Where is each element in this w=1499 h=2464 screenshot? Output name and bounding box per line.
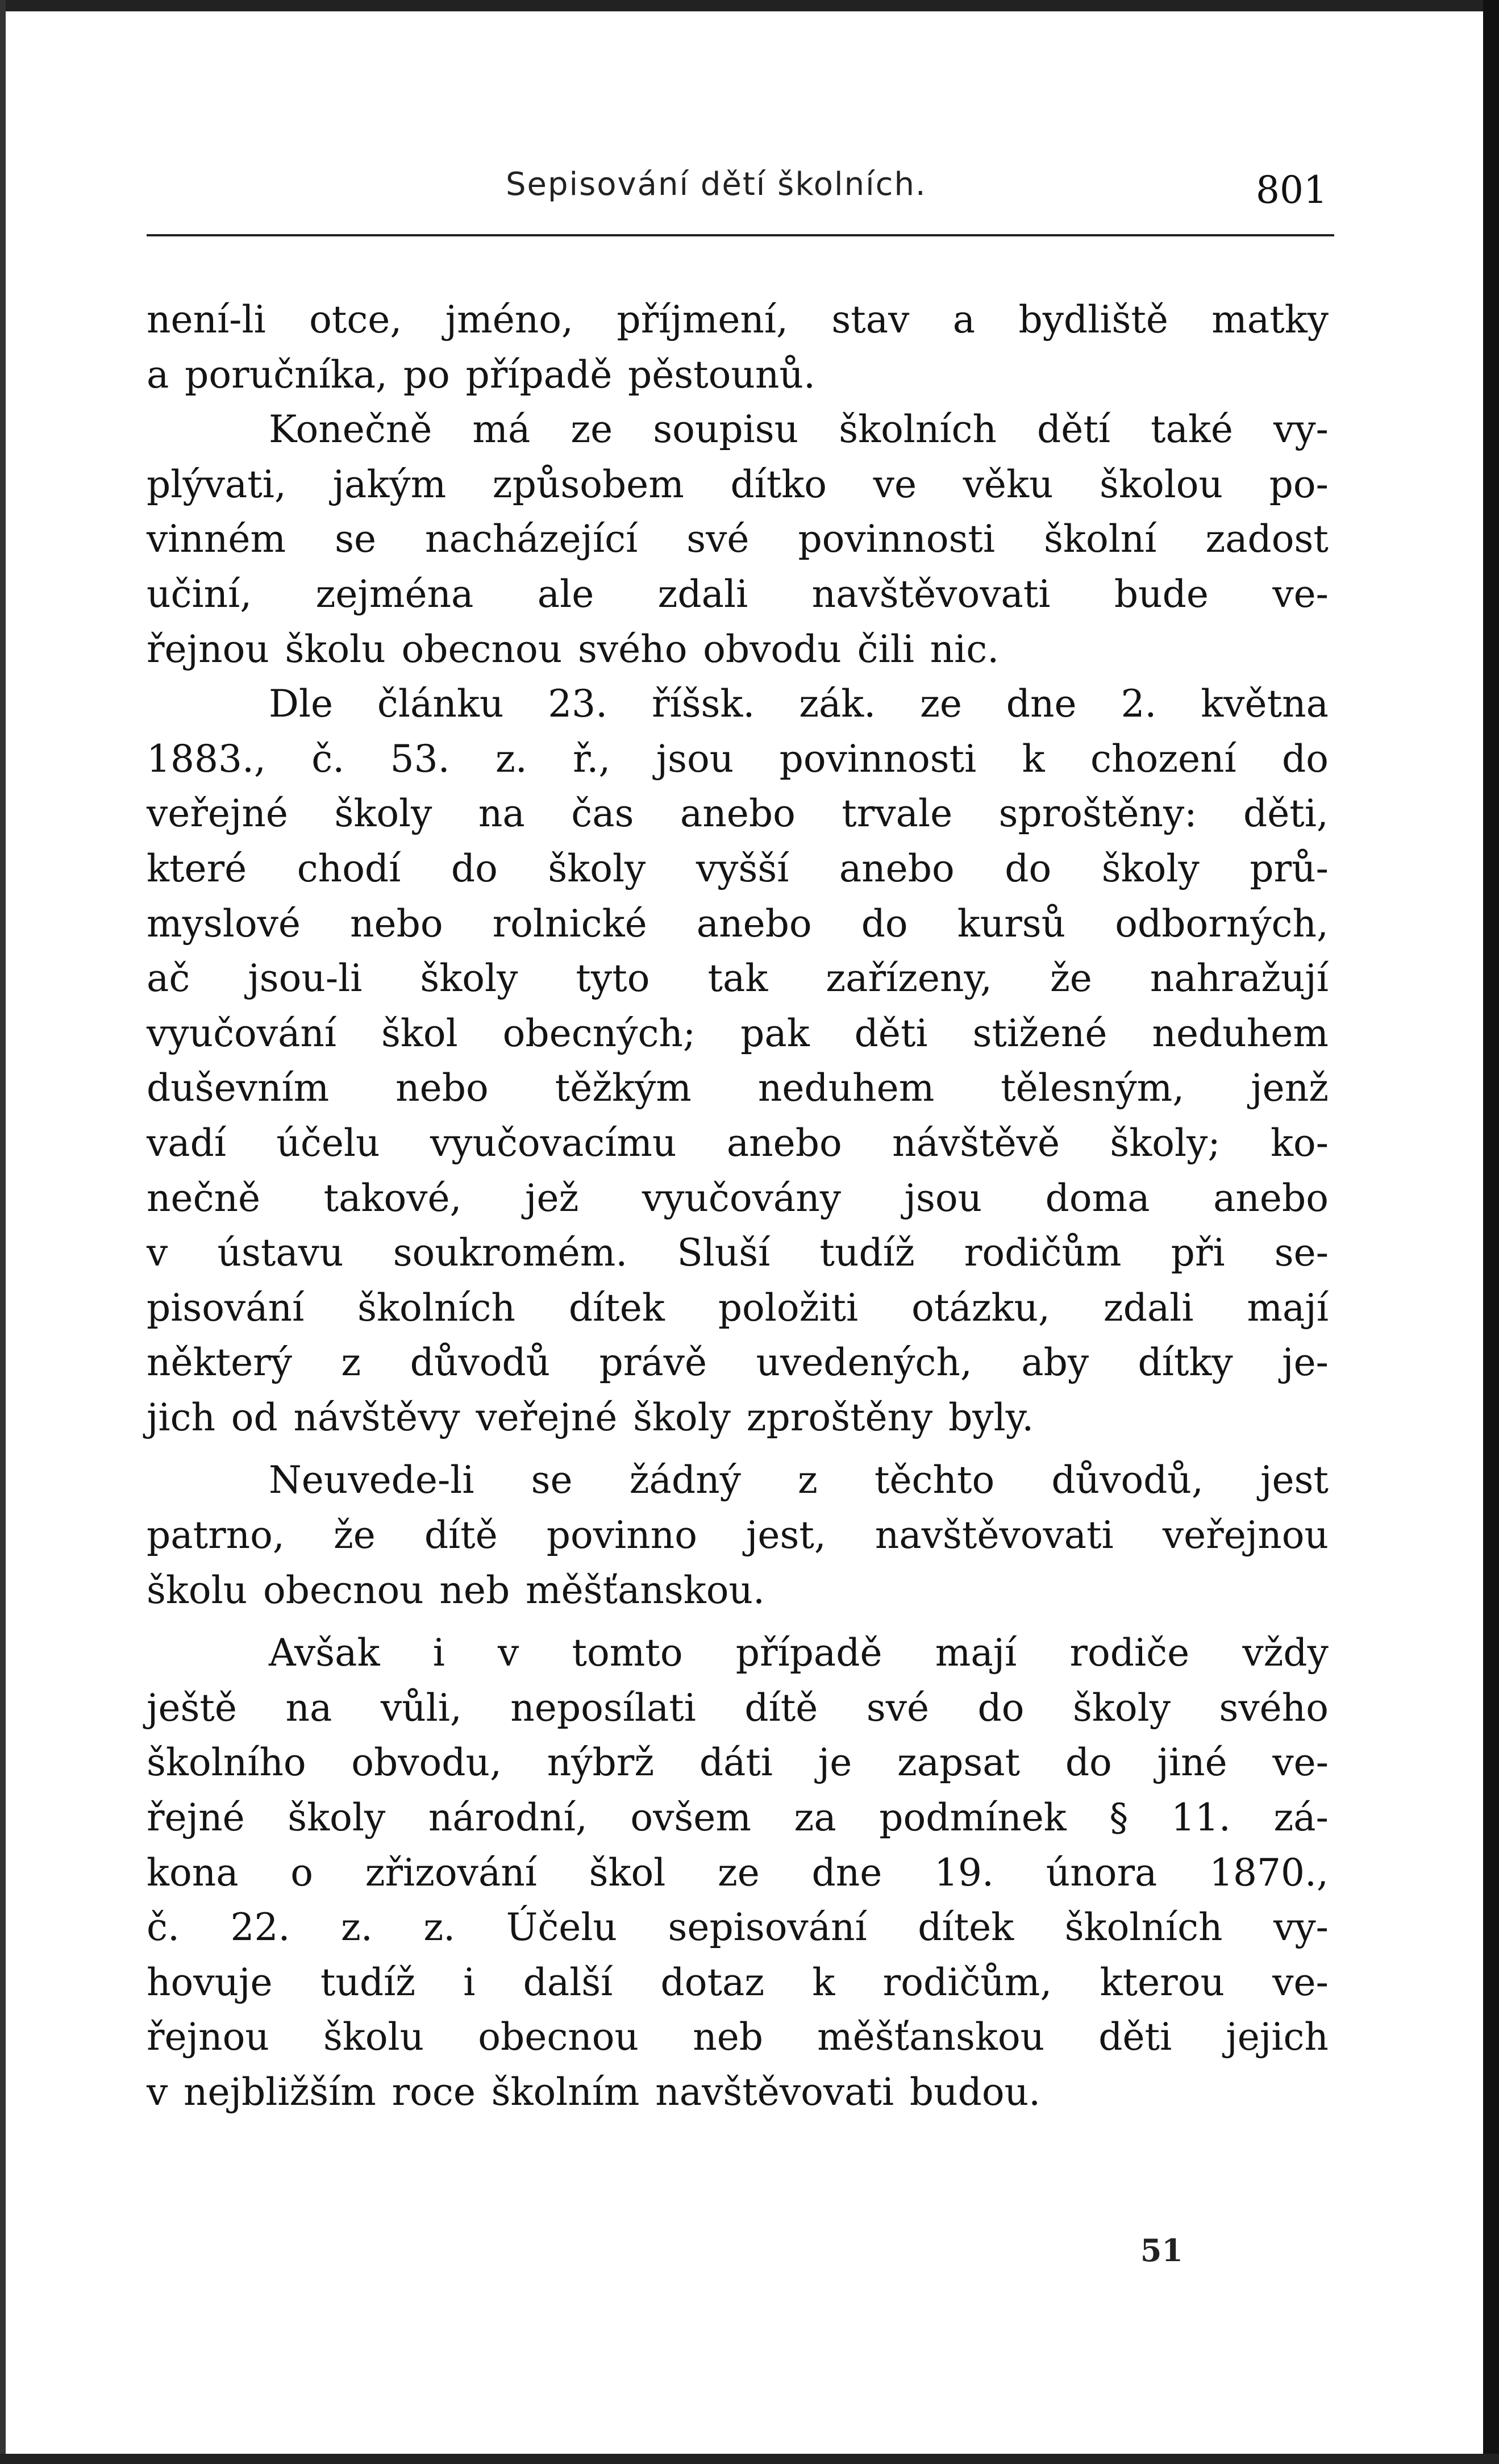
text-line: některý z důvodů právě uvedených, aby dítky je- (147, 1341, 1329, 1385)
scan-edge-bottom (0, 2454, 1499, 2464)
text-line: nečně takové, jež vyučovány jsou doma anebo (147, 1176, 1329, 1220)
text-line: kona o zřizování škol ze dne 19. února 1870., (147, 1850, 1329, 1895)
text-line: patrno, že dítě povinno jest, navštěvovati veřejnou (147, 1513, 1329, 1558)
text-line: řejné školy národní, ovšem za podmínek § 11. zá- (147, 1796, 1329, 1840)
text-line: Avšak i v tomto případě mají rodiče vždy (269, 1631, 1329, 1675)
paragraph (147, 402, 1329, 677)
scan-edge-top (0, 0, 1499, 11)
paragraph (147, 1453, 1329, 1618)
header-rule (147, 234, 1334, 236)
text-line: učiní, zejména ale zdali navštěvovati bude ve- (147, 572, 1329, 616)
text-line: vadí účelu vyučovacímu anebo návštěvě školy; ko- (147, 1121, 1329, 1165)
page-number: 801 (1256, 168, 1327, 212)
text-line: 1883., č. 53. z. ř., jsou povinnosti k chození do (147, 736, 1329, 781)
text-line: školu obecnou neb měšťanskou. (147, 1568, 765, 1612)
signature-mark: 51 (1140, 2232, 1183, 2269)
paragraph (147, 677, 1329, 1445)
text-line: a poručníka, po případě pěstounů. (147, 352, 815, 397)
text-line: ač jsou-li školy tyto tak zařízeny, že nahražují (147, 956, 1329, 1001)
text-line: myslové nebo rolnické anebo do kursů odborných, (147, 901, 1329, 946)
text-line: hovuje tudíž i další dotaz k rodičům, kterou ve- (147, 1960, 1329, 2004)
text-line: v ústavu soukromém. Sluší tudíž rodičům při se- (147, 1231, 1329, 1275)
paragraph (147, 293, 1329, 402)
text-line: které chodí do školy vyšší anebo do školy prů- (147, 846, 1329, 890)
body-text (147, 293, 1329, 2120)
text-line: není-li otce, jméno, příjmení, stav a bydliště matky (147, 298, 1329, 342)
text-line: školního obvodu, nýbrž dáti je zapsat do jiné ve- (147, 1741, 1329, 1785)
scan-edge-right (1483, 0, 1499, 2464)
text-line: vinném se nacházející své povinnosti školní zadost (147, 517, 1329, 561)
text-line: Neuvede-li se žádný z těchto důvodů, jest (269, 1458, 1329, 1502)
paragraph-gap (147, 1618, 1329, 1626)
text-line: jich od návštěvy veřejné školy zproštěny byly. (147, 1395, 1034, 1439)
scan-edge-left (0, 0, 6, 2464)
text-line: duševním nebo těžkým neduhem tělesným, jenž (147, 1066, 1329, 1110)
text-line: v nejbližším roce školním navštěvovati budou. (147, 2070, 1041, 2114)
text-line: ještě na vůli, neposílati dítě své do školy svého (147, 1685, 1329, 1730)
text-line: Dle článku 23. říšsk. zák. ze dne 2. května (269, 682, 1329, 726)
text-line: veřejné školy na čas anebo trvale sproštěny: děti, (147, 792, 1329, 836)
running-title: Sepisování dětí školních. (506, 166, 927, 203)
text-line: plývati, jakým způsobem dítko ve věku školou po- (147, 462, 1329, 506)
paragraph-gap (147, 1445, 1329, 1453)
text-line: řejnou školu obecnou svého obvodu čili nic. (147, 627, 1000, 671)
text-line: vyučování škol obecných; pak děti stižené neduhem (147, 1011, 1329, 1055)
text-line: Konečně má ze soupisu školních dětí také vy- (269, 407, 1329, 452)
paragraph (147, 1626, 1329, 2120)
text-line: řejnou školu obecnou neb měšťanskou děti jejich (147, 2015, 1329, 2059)
text-line: č. 22. z. z. Účelu sepisování dítek školních vy- (147, 1905, 1329, 1950)
text-line: pisování školních dítek položiti otázku, zdali mají (147, 1285, 1329, 1330)
